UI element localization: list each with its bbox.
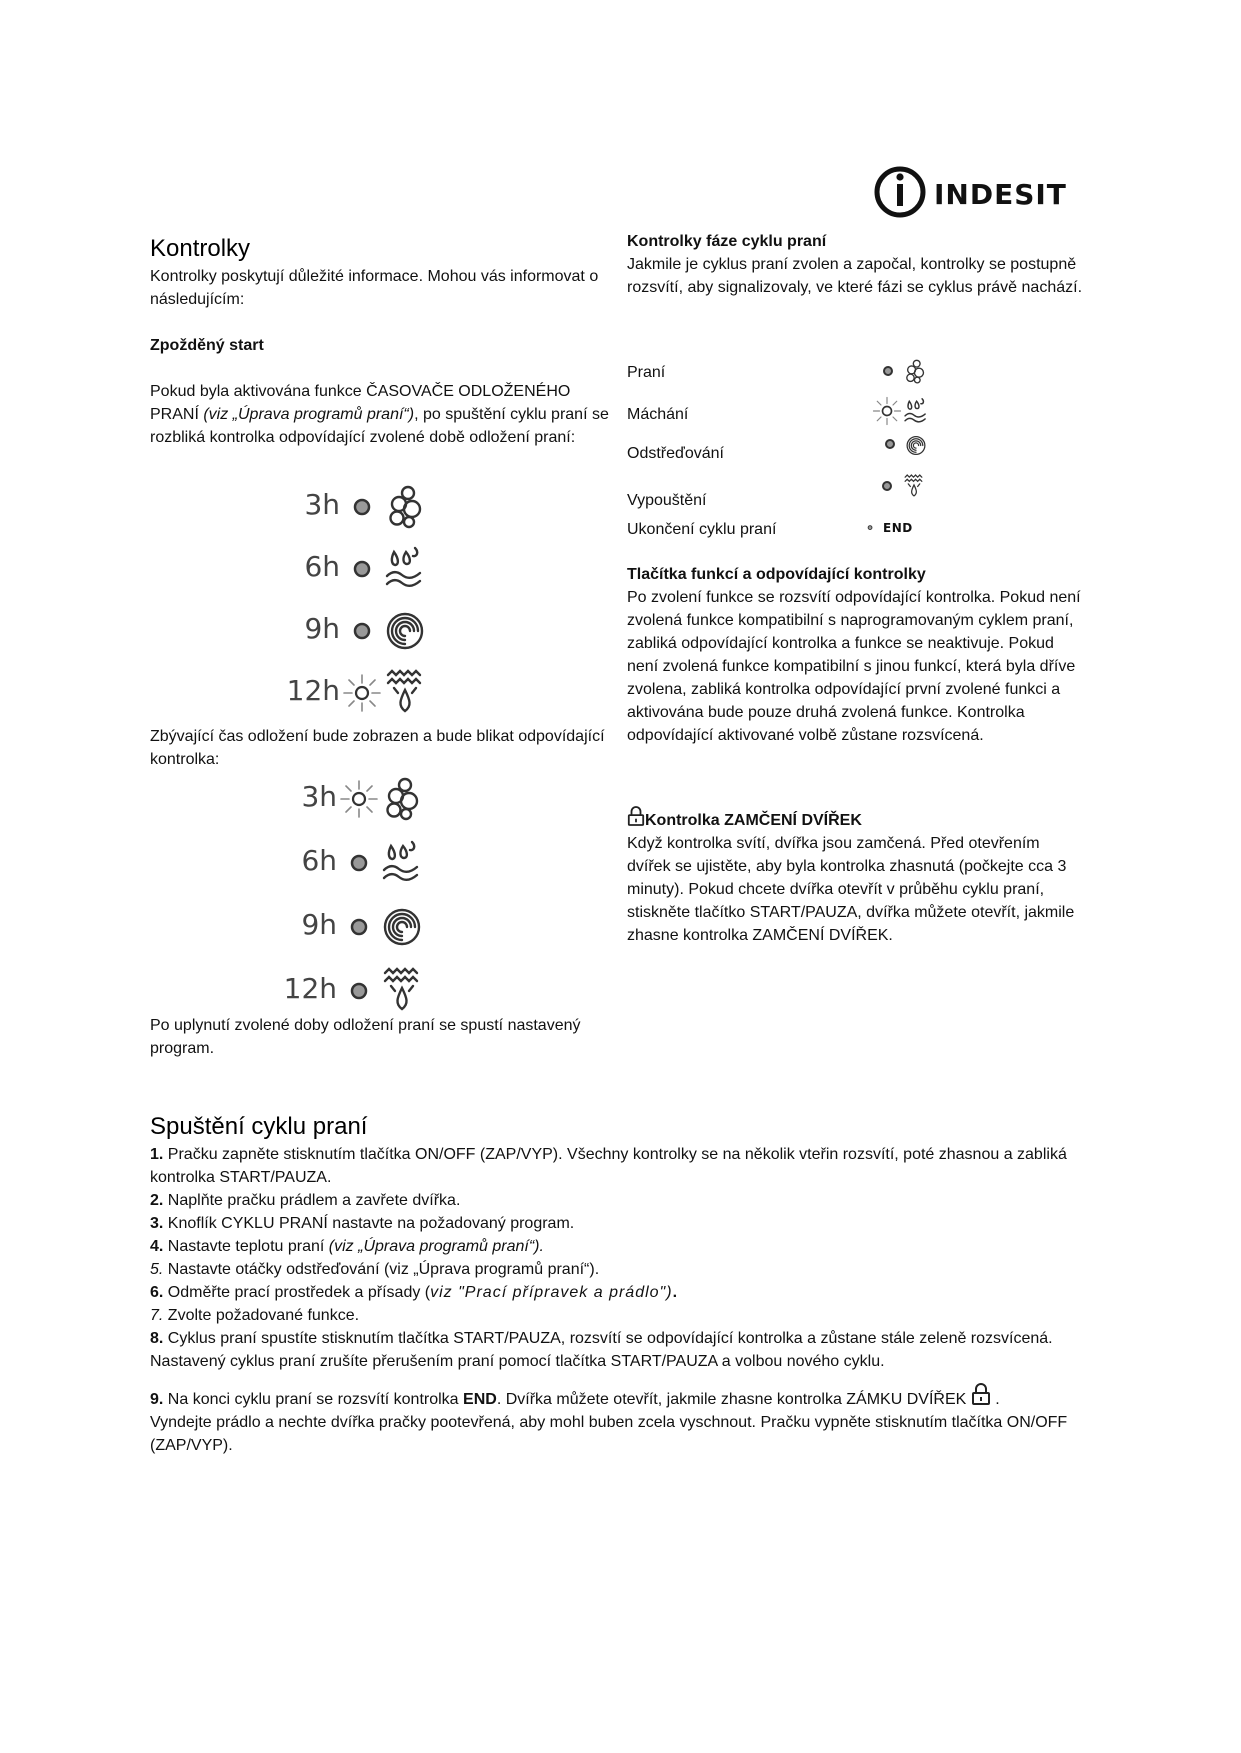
lock-icon [971,1382,991,1406]
phases-intro: Jakmile je cyklus praní zvolen a započal, kontrolky se postupně rozsvítí, aby signalizovaly, ve které fázi se cyklus právě nachází. [627,256,1083,296]
lock-icon [627,805,645,827]
delayed-start-text-a: Pokud byla aktivována funkce ČASOVAČE ODLOŽENÉHO PRANÍ [150,383,571,423]
lock-text: Když kontrolka svítí, dvířka jsou zamčená. Před otevřením dvířek se ujistěte, aby byla kontrolka zhasnutá (počkejte cca 3 minuty). Pokud chcete dvířka otevřít v průběhu cyklu praní, stiskněte tlačítko START/PAUZA, dvířka můžete otevřít, jakmile zhasne kontrolka ZAMČENÍ DVÍŘEK. [627,835,1075,944]
step-3 [150,1212,1070,1235]
delay-label: 3h [304,488,340,521]
delay-row-6h [260,542,460,594]
lock-heading-row [627,805,1087,832]
phase-label: Ukončení cyklu praní [627,521,777,538]
drain-phase-icon [852,473,932,503]
spin-icon [379,902,425,950]
delay-label: 6h [301,844,337,877]
step-7 [150,1304,1070,1327]
spin-phase-icon [852,432,932,462]
wash-icon [382,482,428,530]
start-title: Spuštění cyklu praní [150,1113,368,1140]
delay-label: 9h [304,612,340,645]
step-number: 9. [150,1391,164,1408]
step-text: Na konci cyklu praní se rozsvítí kontrolka [167,1391,464,1408]
end-word: END [463,1391,497,1408]
phase-row-drain [627,485,1107,515]
led-off-icon [353,498,371,516]
step-1 [150,1143,1070,1189]
step-5 [150,1258,1070,1281]
rinse-icon [382,544,428,592]
delay-row-6h [257,836,457,888]
delay-row-3h [260,480,460,532]
step-text-c: . [990,1391,1000,1408]
delay-indicators-2 [257,772,477,1022]
indesit-logo [872,164,1082,220]
remaining-paragraph [150,725,610,771]
kontrolky-section [150,234,610,449]
lock-heading: Kontrolka ZAMČENÍ DVÍŘEK [645,812,862,829]
wash-icon [379,774,425,822]
step-text-b: . Dvířka můžete otevřít, jakmile zhasne kontrolka ZÁMKU DVÍŘEK [496,1391,967,1408]
delay-label: 9h [301,908,337,941]
after-paragraph [150,1014,610,1060]
delay-row-3h [257,772,457,824]
step-number: 7. [150,1307,164,1324]
step-2 [150,1189,1070,1212]
step-number: 8. [150,1330,164,1347]
delay-row-12h [260,666,460,718]
phase-label: Máchání [627,406,689,423]
phase-label: Odstřeďování [627,445,724,462]
kontrolky-intro: Kontrolky poskytují důležité informace. Mohou vás informovat o následujícím: [150,268,599,308]
delay-label: 3h [301,780,337,813]
logo-text: INDESIT [934,178,1067,211]
drain-icon [382,668,428,716]
step-4 [150,1235,1070,1258]
phase-label: Vypouštění [627,492,707,509]
step-text: Nastavte teplotu praní [167,1238,329,1255]
phase-row-rinse [627,399,1107,429]
step-number: 6. [150,1284,164,1301]
step-number: 4. [150,1238,164,1255]
functions-section [627,563,1087,747]
remaining-text: Zbývající čas odložení bude zobrazen a bude blikat odpovídající kontrolka: [150,728,605,768]
step-number: 2. [150,1192,164,1209]
step-9-continued: Vyndejte prádlo a nechte dvířka pračky pootevřená, aby mohl buben zcela vyschnout. Pračku vypněte stisknutím tlačítka ON/OFF (ZAP/VYP). [150,1414,1068,1454]
step-text: Pračku zapněte stisknutím tlačítka ON/OFF (ZAP/VYP). Všechny kontrolky se na několik vteřin rozsvítí, poté zhasnou a zabliká kontrolka START/PAUZA. [150,1146,1067,1186]
delayed-start-text-b: , po spuštění cyklu praní se rozbliká kontrolka odpovídající zvolené době odložení praní: [150,406,609,446]
led-off-icon [350,982,368,1000]
after-text: Po uplynutí zvolené doby odložení praní se spustí nastavený program. [150,1017,581,1057]
cancel-note: Nastavený cyklus praní zrušíte přerušením praní pomocí tlačítka START/PAUZA a volbou nového cyklu. [150,1353,885,1370]
step-9 [150,1382,1070,1411]
delayed-start-ref: (viz „Úprava programů praní“) [203,406,415,423]
step-ref: viz "Prací přípravek a prádlo") [430,1284,673,1301]
step-text: Odměřte prací prostředek a přísady ( [167,1284,431,1301]
start-section [150,1112,1070,1457]
step-number: 3. [150,1215,164,1232]
spin-icon [382,606,428,654]
delayed-start-paragraph [150,380,610,449]
phases-heading: Kontrolky fáze cyklu praní [627,233,827,250]
step-text: Knoflík CYKLU PRANÍ nastavte na požadovaný program. [167,1215,575,1232]
end-label: END [883,521,913,535]
step-text: Cyklus praní spustíte stisknutím tlačítka START/PAUZA, rozsvítí se odpovídající kontrolka a zůstane stále zeleně rozsvícená. [167,1330,1053,1347]
rinse-phase-icon [852,391,932,427]
delay-label: 6h [304,550,340,583]
step-number: 1. [150,1146,164,1163]
step-6 [150,1281,1070,1304]
phase-label: Praní [627,364,666,381]
delay-label: 12h [283,972,337,1005]
rinse-icon [379,838,425,886]
functions-text: Po zvolení funkce se rozsvítí odpovídající kontrolka. Pokud není zvolená funkce kompatibilní s naprogramovaným cyklem praní, zabliká odpovídající kontrolka a funkce se neaktivuje. Pokud není zvolená funkce kompatibilní s jinou funkcí, která byla dříve zvolena, zabliká kontrolka odpovídající první zvolené funkci a aktivována bude pouze druhá zvolená funkce. Kontrolka odpovídající aktivované volbě zůstane rozsvícená. [627,589,1081,744]
drain-icon [379,966,425,1014]
delayed-start-heading: Zpožděný start [150,337,264,354]
step-text: Nastavte otáčky odstřeďování (viz „Úprava programů praní“). [167,1261,600,1278]
kontrolky-title: Kontrolky [150,235,251,262]
lock-section [627,805,1087,947]
led-off-icon [353,560,371,578]
phase-row-spin [627,438,1107,468]
phase-row-wash [627,357,1107,387]
delay-row-9h [260,604,460,656]
step-number: 5. [150,1261,164,1278]
step-text: Naplňte pračku prádlem a zavřete dvířka. [167,1192,461,1209]
wash-phase-icon [852,357,932,387]
delay-indicators-1 [260,480,480,720]
phases-section [627,230,1087,299]
led-off-icon [350,918,368,936]
phase-row-end [627,514,1107,544]
step-text: Zvolte požadované funkce. [167,1307,360,1324]
functions-heading: Tlačítka funkcí a odpovídající kontrolky [627,566,926,583]
logo-mark [872,164,1082,220]
led-lit-icon [342,673,382,713]
delay-label: 12h [286,674,340,707]
delay-row-12h [257,964,457,1016]
led-off-icon [350,854,368,872]
step-end: . [672,1284,678,1301]
delay-row-9h [257,900,457,952]
step-ref: (viz „Úprava programů praní“). [328,1238,544,1255]
step-8 [150,1327,1070,1350]
led-lit-icon [339,779,379,819]
led-off-icon [353,622,371,640]
